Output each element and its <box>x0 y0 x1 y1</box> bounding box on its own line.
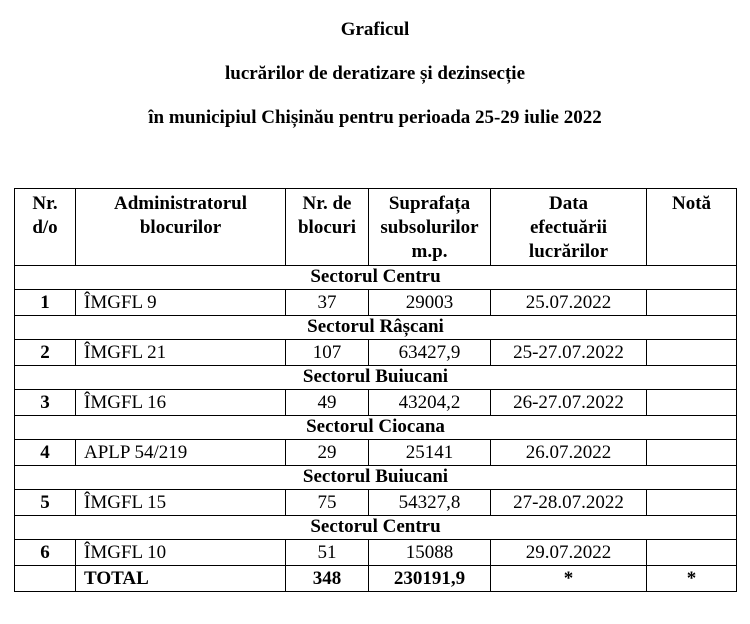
cell-date: 26-27.07.2022 <box>491 390 647 416</box>
cell-nr: 5 <box>15 490 76 516</box>
table-row <box>15 390 737 416</box>
cell-nr: 2 <box>15 340 76 366</box>
cell-note <box>647 340 737 366</box>
header-count-line: Nr. de <box>302 193 352 214</box>
cell-date: 27-28.07.2022 <box>491 490 647 516</box>
cell-admin: ÎMGFL 16 <box>76 390 286 416</box>
cell-admin: APLP 54/219 <box>76 440 286 466</box>
document-period: în municipiul Chișinău pentru perioada 25-29 iulie 2022 <box>148 107 602 128</box>
cell-area: 25141 <box>369 440 491 466</box>
header-note <box>647 189 737 266</box>
header-nr-line: Nr. <box>32 193 58 214</box>
cell-count: 51 <box>286 540 369 566</box>
total-date: * <box>491 566 647 592</box>
sector-row <box>15 416 737 440</box>
header-date-line: Data <box>548 193 589 214</box>
header-row <box>15 189 737 266</box>
cell-date: 26.07.2022 <box>491 440 647 466</box>
sector-row <box>15 366 737 390</box>
table-row <box>15 490 737 516</box>
sector-row <box>15 516 737 540</box>
cell-note <box>647 390 737 416</box>
cell-area: 43204,2 <box>369 390 491 416</box>
document-subtitle: lucrărilor de deratizare și dezinsecție <box>224 63 526 84</box>
cell-count: 49 <box>286 390 369 416</box>
cell-admin: ÎMGFL 15 <box>76 490 286 516</box>
header-area-line: m.p. <box>411 241 448 262</box>
total-row <box>15 566 737 592</box>
header-date <box>491 189 647 266</box>
sector-row <box>15 316 737 340</box>
total-nr <box>15 566 76 592</box>
cell-area: 29003 <box>369 290 491 316</box>
total-area: 230191,9 <box>369 566 491 592</box>
cell-count: 37 <box>286 290 369 316</box>
header-admin <box>76 189 286 266</box>
header-admin-line: Administratorul <box>114 193 247 214</box>
cell-nr: 4 <box>15 440 76 466</box>
cell-area: 63427,9 <box>369 340 491 366</box>
header-area <box>369 189 491 266</box>
cell-nr: 1 <box>15 290 76 316</box>
cell-count: 29 <box>286 440 369 466</box>
cell-date: 29.07.2022 <box>491 540 647 566</box>
cell-note <box>647 540 737 566</box>
header-area-line: Suprafața <box>388 193 471 214</box>
schedule-table <box>14 188 737 592</box>
cell-note <box>647 290 737 316</box>
cell-count: 107 <box>286 340 369 366</box>
header-area-line: subsolurilor <box>380 217 479 238</box>
cell-note <box>647 440 737 466</box>
sector-row <box>15 266 737 290</box>
cell-nr: 6 <box>15 540 76 566</box>
sector-label: Sectorul Centru <box>15 266 737 290</box>
table-row <box>15 290 737 316</box>
cell-admin: ÎMGFL 9 <box>76 290 286 316</box>
table-row <box>15 340 737 366</box>
cell-count: 75 <box>286 490 369 516</box>
cell-admin: ÎMGFL 21 <box>76 340 286 366</box>
sector-label: Sectorul Buiucani <box>15 366 737 390</box>
header-nr <box>15 189 76 266</box>
cell-note <box>647 490 737 516</box>
cell-area: 54327,8 <box>369 490 491 516</box>
sector-label: Sectorul Buiucani <box>15 466 737 490</box>
cell-nr: 3 <box>15 390 76 416</box>
cell-date: 25-27.07.2022 <box>491 340 647 366</box>
header-admin-line: blocurilor <box>139 217 222 238</box>
header-date-line: lucrărilor <box>528 241 609 262</box>
sector-label: Sectorul Ciocana <box>15 416 737 440</box>
cell-admin: ÎMGFL 10 <box>76 540 286 566</box>
table-row <box>15 540 737 566</box>
table-row <box>15 440 737 466</box>
document-title: Graficul <box>340 19 410 40</box>
cell-area: 15088 <box>369 540 491 566</box>
header-date-line: efectuării <box>529 217 607 238</box>
header-note-line: Notă <box>671 193 712 214</box>
total-count: 348 <box>286 566 369 592</box>
header-count <box>286 189 369 266</box>
header-count-line: blocuri <box>297 217 357 238</box>
cell-date: 25.07.2022 <box>491 290 647 316</box>
sector-label: Sectorul Râșcani <box>15 316 737 340</box>
header-nr-line: d/o <box>32 217 58 238</box>
sector-label: Sectorul Centru <box>15 516 737 540</box>
total-note: * <box>647 566 737 592</box>
sector-row <box>15 466 737 490</box>
total-label: TOTAL <box>76 566 286 592</box>
